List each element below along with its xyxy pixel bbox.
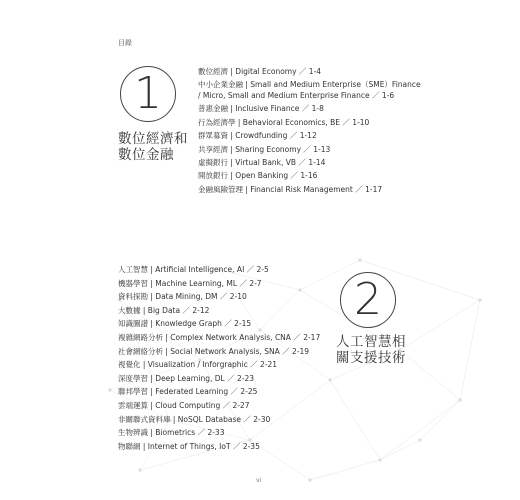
toc-entry[interactable]: 資料探勘 | Data Mining, DM ／ 2-10 [118,292,247,302]
chapter-2-number: 2 [354,274,382,325]
chapter-1-number: 1 [134,68,162,119]
toc-entry[interactable]: 開放銀行 | Open Banking ／ 1-16 [198,171,318,181]
toc-entry[interactable]: 虛擬銀行 | Virtual Bank, VB ／ 1-14 [198,158,326,168]
chapter-1-title-line1: 數位經濟和 [118,131,188,147]
toc-entry[interactable]: 社會網絡分析 | Social Network Analysis, SNA ／ 2-19 [118,346,310,356]
toc-entry[interactable]: 視覺化 | Visualization / Inforgraphic ／ 2-21 [118,360,278,370]
toc-entry[interactable]: 普惠金融 | Inclusive Finance ／ 1-8 [198,104,324,114]
page-number: vi [256,477,262,484]
chapter-1-title [118,131,188,163]
page-header: 目錄 [118,39,132,47]
toc-entry[interactable]: 金融風險管理 | Financial Risk Management ／ 1-17 [198,184,383,194]
toc-entry[interactable]: 生物辨識 | Biometrics ／ 2-33 [118,428,225,438]
toc-entry[interactable]: 深度學習 | Deep Learning, DL ／ 2-23 [118,373,255,383]
toc-entry-line: / Micro, Small and Medium Enterprise Finance ／ 1-6 [198,91,395,101]
toc-entry[interactable]: 聯邦學習 | Federated Learning ／ 2-25 [118,387,258,397]
toc-entry[interactable]: 人工智慧 | Artificial Intelligence, AI ／ 2-5 [118,265,269,274]
toc-entry[interactable]: 群眾募資 | Crowdfunding ／ 1-12 [198,131,317,141]
toc-entry[interactable] [198,78,421,102]
chapter-2-title [336,334,406,366]
toc-entry[interactable]: 物聯網 | Internet of Things, IoT ／ 2-35 [118,441,260,451]
toc-entry[interactable]: 複雜網路分析 | Complex Network Analysis, CNA ／ 2-17 [118,332,321,342]
toc-entry[interactable]: 大數據 | Big Data ／ 2-12 [118,305,210,315]
toc-entry[interactable]: 非關聯式資料庫 | NoSQL Database ／ 2-30 [118,414,271,424]
chapter-1-entry-list [198,65,421,196]
chapter-2-number-circle [340,272,396,328]
chapter-2-title-line1: 人工智慧相 [336,334,406,350]
toc-entry[interactable]: 機器學習 | Machine Learning, ML ／ 2-7 [118,278,262,288]
chapter-1-title-line2: 數位金融 [118,147,174,163]
chapter-1-number-circle [120,66,176,122]
toc-entry[interactable]: 知識圖譜 | Knowledge Graph ／ 2-15 [118,319,252,329]
toc-entry[interactable]: 行為經濟學 | Behavioral Economics, BE ／ 1-10 [198,117,370,127]
toc-entry[interactable]: 雲端運算 | Cloud Computing ／ 2-27 [118,400,250,410]
toc-entry[interactable]: 共享經濟 | Sharing Economy ／ 1-13 [198,144,331,154]
toc-entry-line: 中小企業金融 | Small and Medium Enterprise（SME）Finance [198,80,421,90]
toc-entry[interactable]: 數位經濟 | Digital Economy ／ 1-4 [198,67,322,76]
chapter-2-entry-list [118,263,320,453]
chapter-2-title-line2: 關支援技術 [336,350,406,366]
